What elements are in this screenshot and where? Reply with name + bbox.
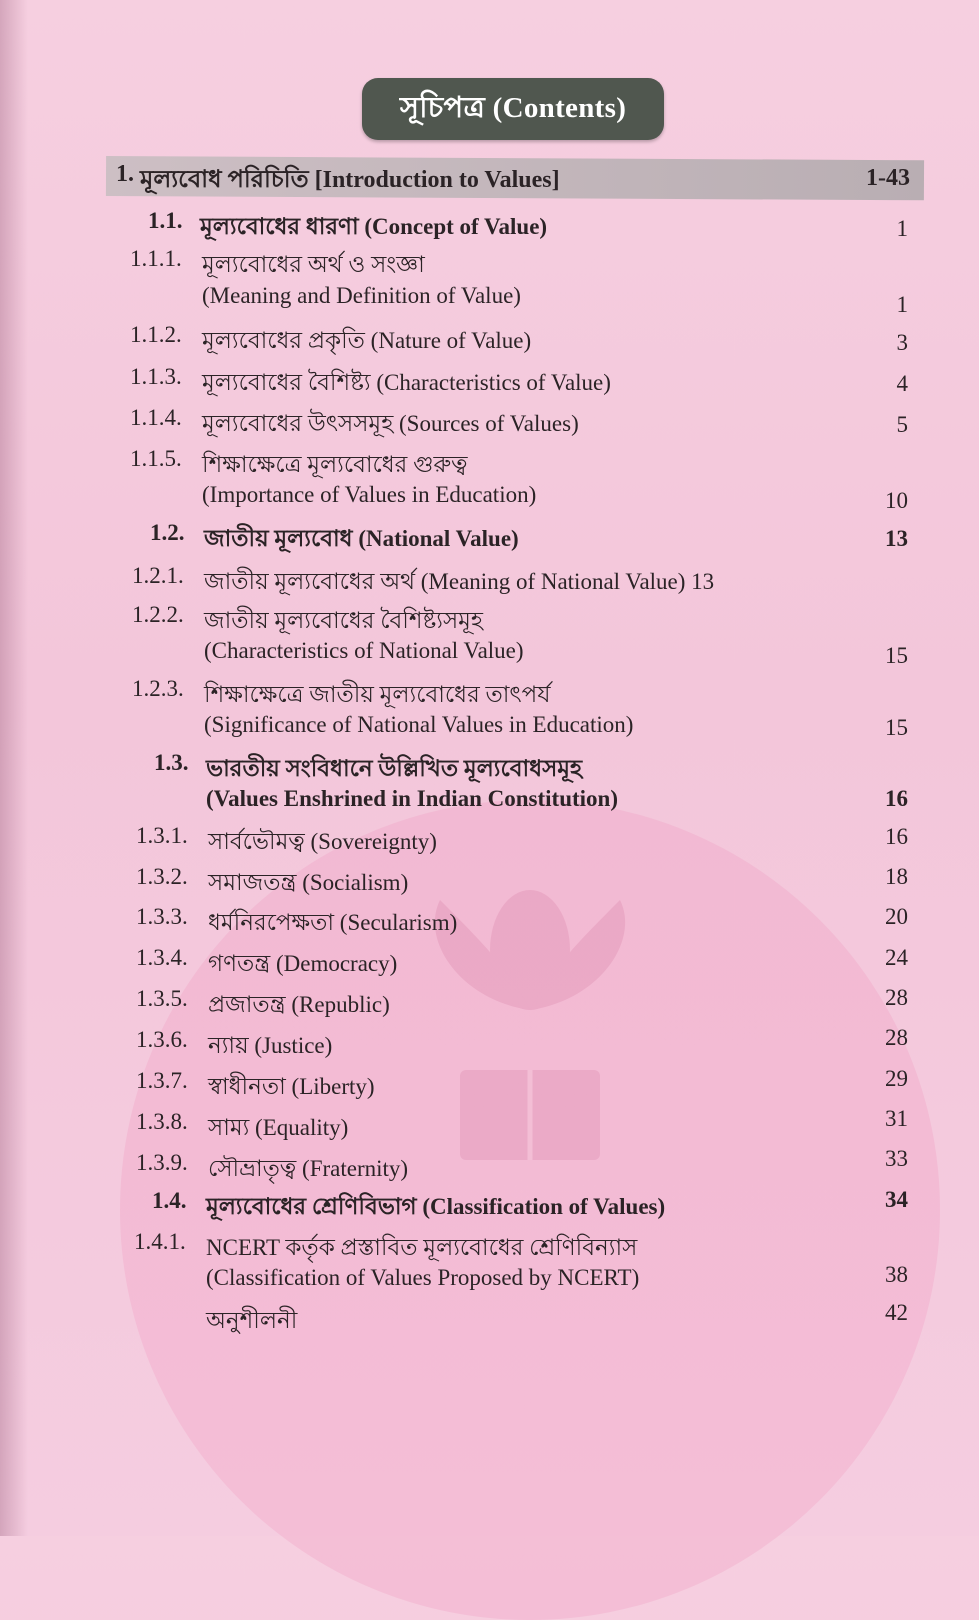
toc-entry-page: 20	[885, 904, 908, 929]
toc-entry-title: স্বাধীনতা (Liberty)	[208, 1074, 375, 1099]
toc-entry-number: 1.3.3.	[136, 904, 188, 929]
toc-entry-page: 5	[896, 412, 908, 437]
toc-entry-title: সমাজতন্ত্র (Socialism)	[208, 870, 409, 895]
toc-entry-title: মূল্যবোধের উৎসসমূহ (Sources of Values)	[202, 411, 579, 436]
toc-entry-page: 28	[885, 985, 908, 1010]
toc-entry-number: 1.3.8.	[136, 1109, 188, 1134]
toc-entry-number: 1.3.4.	[136, 945, 188, 970]
toc-entry-page: 13	[885, 526, 908, 551]
toc-entry-number: 1.1.2.	[130, 322, 182, 347]
toc-entry-page: 34	[885, 1187, 908, 1212]
toc-entry-page: 16	[885, 824, 908, 849]
toc-entry-page: 38	[885, 1262, 908, 1287]
toc-entry-number: 1.1.4.	[130, 405, 182, 430]
toc-entry-number: 1.1.5.	[130, 446, 182, 471]
toc-entry-title: মূল্যবোধের শ্রেণিবিভাগ (Classification of Values)	[206, 1194, 666, 1219]
toc-entry-subtitle: (Characteristics of National Value)	[204, 638, 524, 663]
toc-entry-title: মূল্যবোধের অর্থ ও সংজ্ঞা	[202, 252, 425, 277]
toc-entry-page: 31	[885, 1106, 908, 1131]
toc-entry-page: 18	[885, 864, 908, 889]
toc-entry-number: 1.1.3.	[130, 364, 182, 389]
toc-entry-number: 1.3.	[154, 750, 189, 775]
toc-entry-title: প্রজাতন্ত্র (Republic)	[208, 992, 390, 1017]
toc-entry-title: সৌভ্রাতৃত্ব (Fraternity)	[208, 1156, 409, 1181]
toc-entry-number: 1.2.2.	[132, 602, 184, 627]
toc-entry-page: 42	[885, 1300, 908, 1325]
toc-entry-title: শিক্ষাক্ষেত্রে জাতীয় মূল্যবোধের তাৎপর্য	[204, 682, 551, 707]
toc-entry-number: 1.3.7.	[136, 1068, 188, 1093]
toc-entry-number: 1.1.	[148, 208, 183, 233]
toc-entry-title: জাতীয় মূল্যবোধের অর্থ (Meaning of National Value) 13	[204, 569, 715, 594]
toc-entry-title: সার্বভৌমত্ব (Sovereignty)	[208, 829, 437, 854]
toc-entry-title: মূল্যবোধের বৈশিষ্ট্য (Characteristics of Value)	[202, 370, 611, 395]
toc-entry-page: 3	[896, 330, 908, 355]
chapter-pages: 1-43	[866, 165, 910, 191]
toc-entry-subtitle: (Classification of Values Proposed by NCERT)	[206, 1265, 640, 1290]
toc-entry-page: 1	[896, 292, 908, 317]
toc-entry-title: ন্যায় (Justice)	[208, 1033, 333, 1058]
toc-entry-title: ধর্মনিরপেক্ষতা (Secularism)	[208, 910, 458, 935]
toc-entry-subtitle: (Importance of Values in Education)	[202, 482, 537, 507]
toc-entry-number: 1.1.1.	[130, 246, 182, 271]
toc-entry-page: 10	[885, 488, 908, 513]
toc-entry-title: অনুশীলনী	[206, 1308, 298, 1333]
toc-entry-title: ভারতীয় সংবিধানে উল্লিখিত মূল্যবোধসমূহ	[206, 756, 583, 781]
toc-entry-title: সাম্য (Equality)	[208, 1115, 349, 1140]
toc-entry-number: 1.3.5.	[136, 986, 188, 1011]
chapter-number: 1.	[116, 161, 134, 187]
toc-entry-title: গণতন্ত্র (Democracy)	[208, 951, 398, 976]
toc-entry-page: 15	[885, 715, 908, 740]
toc-entry-number: 1.3.1.	[136, 823, 188, 848]
toc-entry-page: 4	[896, 371, 908, 396]
toc-entry-page: 29	[885, 1066, 908, 1091]
toc-entry-number: 1.2.3.	[132, 676, 184, 701]
toc-entry-title: শিক্ষাক্ষেত্রে মূল্যবোধের গুরুত্ব	[202, 452, 468, 477]
toc-entry-subtitle: (Meaning and Definition of Value)	[202, 283, 521, 308]
toc-entry-title: জাতীয় মূল্যবোধের বৈশিষ্ট্যসমূহ	[204, 608, 484, 633]
toc-entry-page: 33	[885, 1146, 908, 1171]
page-title: সূচিপত্র (Contents)	[362, 78, 664, 140]
toc-entry-number: 1.3.6.	[136, 1027, 188, 1052]
page-spine-shadow	[0, 0, 28, 1536]
toc-entry-number: 1.4.	[152, 1188, 187, 1213]
toc-entry-number: 1.2.	[150, 520, 185, 545]
toc-entry-page: 15	[885, 643, 908, 668]
toc-entry-title: জাতীয় মূল্যবোধ (National Value)	[204, 526, 519, 551]
toc-entry-number: 1.2.1.	[132, 563, 184, 588]
toc-entry-title: মূল্যবোধের ধারণা (Concept of Value)	[200, 214, 548, 239]
toc-entry-subtitle: (Values Enshrined in Indian Constitution)	[206, 786, 619, 811]
toc-entry-page: 24	[885, 945, 908, 970]
toc-entry-page: 1	[896, 216, 908, 241]
toc-entry-number: 1.4.1.	[134, 1229, 186, 1254]
chapter-title: মূল্যবোধ পরিচিতি [Introduction to Values]	[140, 167, 560, 193]
toc-entry-page: 28	[885, 1025, 908, 1050]
toc-entry-subtitle: (Significance of National Values in Education)	[204, 712, 634, 737]
toc-entry-number: 1.3.2.	[136, 864, 188, 889]
toc-entry-title: NCERT কর্তৃক প্রস্তাবিত মূল্যবোধের শ্রেণিবিন্যাস	[206, 1235, 638, 1260]
toc-entry-page: 16	[885, 786, 908, 811]
toc-entry-number: 1.3.9.	[136, 1150, 188, 1175]
toc-entry-title: মূল্যবোধের প্রকৃতি (Nature of Value)	[202, 328, 532, 353]
